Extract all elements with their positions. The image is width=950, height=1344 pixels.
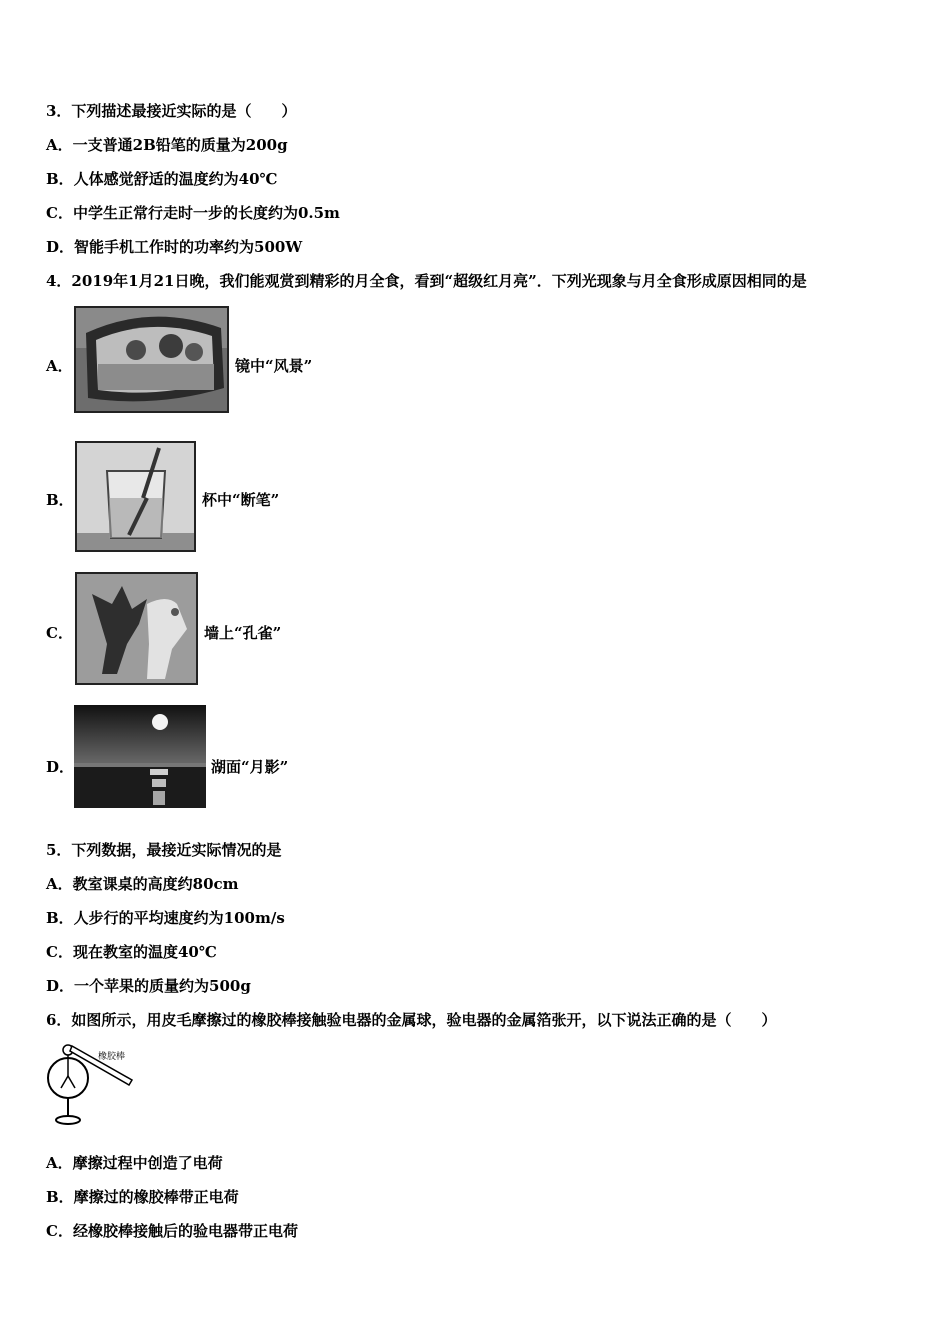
q4-stem: 4．2019年1月21日晚，我们能观赏到精彩的月全食，看到“超级红月亮”．下列光现象与月全食形成原因相同的是	[46, 272, 807, 290]
q4-option-c-label: C．	[46, 624, 73, 642]
q3-option-b: B．人体感觉舒适的温度约为40℃	[46, 170, 278, 188]
rubber-rod-label: 橡胶棒	[98, 1052, 126, 1062]
moon-lake-image	[74, 705, 206, 808]
q6-option-a: A．摩擦过程中创造了电荷	[46, 1154, 223, 1172]
q4-option-d-caption: 湖面“月影”	[211, 758, 289, 776]
hand-shadow-image	[75, 572, 198, 685]
q4-option-a-label: A．	[46, 357, 73, 375]
q6-stem: 6．如图所示，用皮毛摩擦过的橡胶棒接触验电器的金属球，验电器的金属箔张开，以下说法正确的是（ ）	[46, 1011, 777, 1029]
electroscope-figure	[44, 1042, 144, 1132]
q4-option-b-label: B．	[46, 491, 74, 509]
q3-option-d: D．智能手机工作时的功率约为500W	[46, 238, 303, 256]
q3-option-a: A．一支普通2B铅笔的质量为200g	[46, 136, 288, 154]
q5-option-a: A．教室课桌的高度约80cm	[46, 875, 239, 893]
q6-option-b: B．摩擦过的橡胶棒带正电荷	[46, 1188, 239, 1206]
q5-stem: 5．下列数据，最接近实际情况的是	[46, 841, 282, 859]
q4-option-a-caption: 镜中“风景”	[235, 357, 313, 375]
q4-option-d-label: D．	[46, 758, 75, 776]
q5-option-c: C．现在教室的温度40℃	[46, 943, 217, 961]
glass-pencil-image	[75, 441, 196, 552]
side-mirror-image	[74, 306, 229, 413]
q3-stem: 3．下列描述最接近实际的是（ ）	[46, 102, 297, 120]
q4-option-b-caption: 杯中“断笔”	[202, 491, 280, 509]
q5-option-d: D．一个苹果的质量约为500g	[46, 977, 251, 995]
q3-option-c: C．中学生正常行走时一步的长度约为0.5m	[46, 204, 340, 222]
q4-option-c-caption: 墙上“孔雀”	[204, 624, 282, 642]
q6-option-c: C．经橡胶棒接触后的验电器带正电荷	[46, 1222, 298, 1240]
q5-option-b: B．人步行的平均速度约为100m/s	[46, 909, 285, 927]
